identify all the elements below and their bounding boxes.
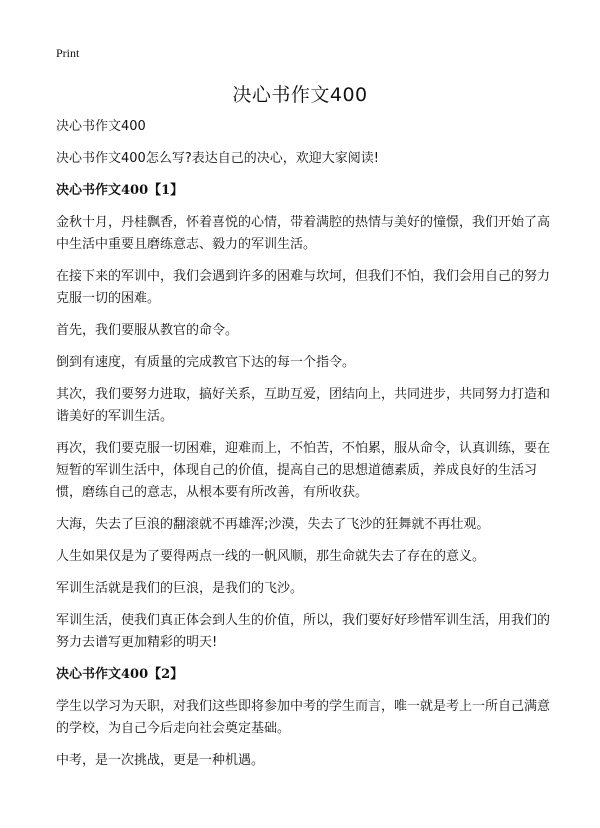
paragraph: 其次，我们要努力进取，搞好关系，互助互爱，团结向上，共同进步，共同努力打造和谐美好的军训生活。 <box>56 387 551 424</box>
section-2 <box>56 664 556 772</box>
paragraph: 倒到有速度，有质量的完成教官下达的每一个指令。 <box>56 355 356 370</box>
page-title: 决心书作文400 <box>232 84 368 106</box>
paragraph: 中考，是一次挑战，更是一种机遇。 <box>56 753 265 768</box>
paragraph: 再次，我们要克服一切困难，迎难而上，不怕苦，不怕累，服从命令，认真训练，要在短暂的军训生活中，体现自己的价值，提高自己的思想道德素质，养成良好的生活习惯，磨练自己的意志，从根本要有所改善，有所收获。 <box>56 441 551 500</box>
section-heading: 决心书作文400【2】 <box>56 667 184 682</box>
paragraph: 学生以学习为天职，对我们这些即将参加中考的学生而言，唯一就是考上一所自己满意的学校，为自己今后走向社会奠定基础。 <box>56 699 551 736</box>
paragraph: 在接下来的军训中，我们会遇到许多的困难与坎坷，但我们不怕，我们会用自己的努力克服一切的困难。 <box>56 269 551 306</box>
paragraph: 军训生活就是我们的巨浪，是我们的飞沙。 <box>56 581 304 596</box>
article-intro: 决心书作文400怎么写?表达自己的决心，欢迎大家阅读! <box>56 151 379 166</box>
paragraph: 金秋十月，丹桂飘香，怀着喜悦的心情，带着满腔的热情与美好的憧憬，我们开始了高中生活中重要且磨练意志、毅力的军训生活。 <box>56 215 551 252</box>
paragraph: 大海，失去了巨浪的翻滚就不再雄浑;沙漠，失去了飞沙的狂舞就不再壮观。 <box>56 517 490 532</box>
section-heading: 决心书作文400【1】 <box>56 183 184 198</box>
section-1 <box>56 180 556 654</box>
article-subtitle: 决心书作文400 <box>56 119 146 134</box>
paragraph: 首先，我们要服从教官的命令。 <box>56 323 239 338</box>
paragraph: 人生如果仅是为了要得两点一线的一帆风顺，那生命就失去了存在的意义。 <box>56 549 486 564</box>
print-link[interactable]: Print <box>56 46 80 60</box>
paragraph: 军训生活，使我们真正体会到人生的价值，所以，我们要好好珍惜军训生活，用我们的努力去谱写更加精彩的明天! <box>56 613 551 650</box>
article-body <box>56 116 556 782</box>
